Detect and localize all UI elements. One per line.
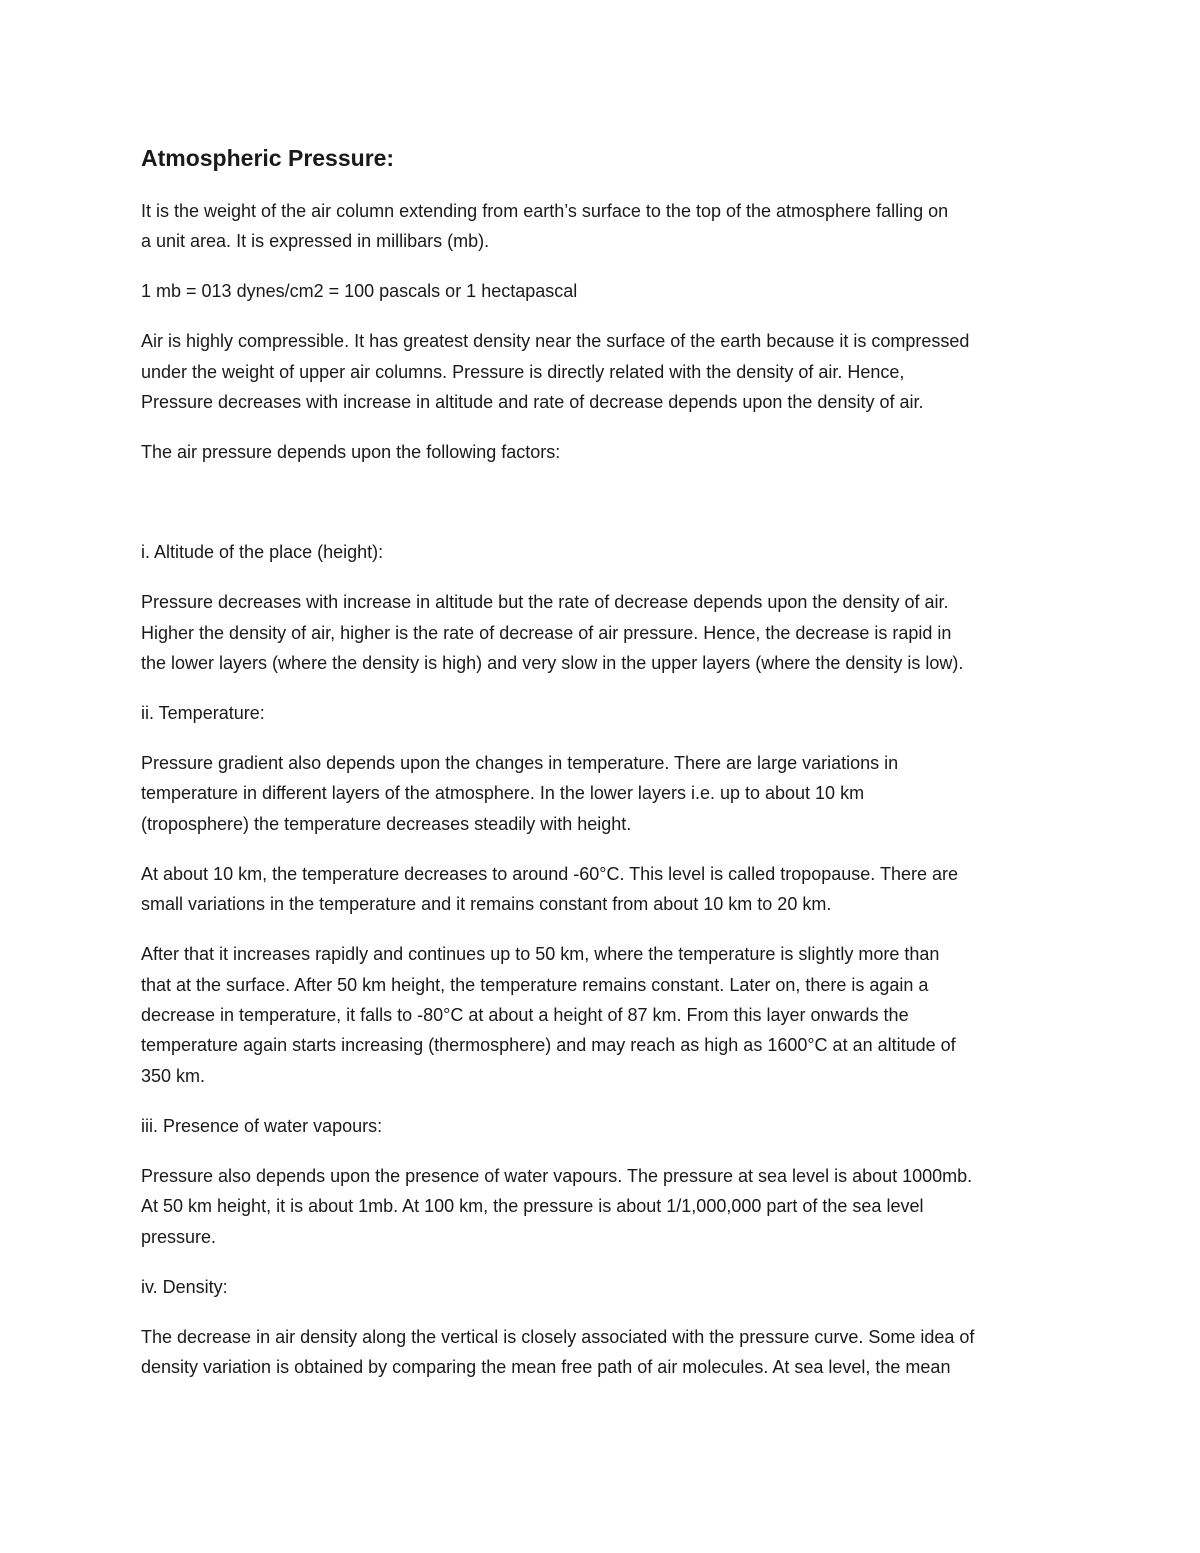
water-vapour-paragraph: Pressure also depends upon the presence of water vapours. The pressure at sea level is about 1000mb. At 50 km height, it is about 1mb. At 100 km, the pressure is about 1/1,000,000 part of the sea level pressure.: [141, 1165, 973, 1247]
compressibility-paragraph: Air is highly compressible. It has greatest density near the surface of the earth because it is compressed under the weight of upper air columns. Pressure is directly related with the density of air. Hence, Pressure decreases with increase in altitude and rate of decrease depends upon the density of air.: [141, 331, 970, 413]
altitude-heading: i. Altitude of the place (height):: [141, 542, 384, 563]
density-paragraph: The decrease in air density along the vertical is closely associated with the pressure curve. Some idea of density variation is obtained by comparing the mean free path of air molecules. At sea level, the mean: [141, 1326, 975, 1378]
density-heading: iv. Density:: [141, 1276, 228, 1297]
factors-intro-paragraph: The air pressure depends upon the following factors:: [141, 442, 561, 463]
blank-space: [141, 487, 1061, 537]
definition-paragraph: It is the weight of the air column extending from earth’s surface to the top of the atmosphere falling on a unit area. It is expressed in millibars (mb).: [141, 201, 949, 252]
temperature-paragraph-1: Pressure gradient also depends upon the changes in temperature. There are large variations in temperature in different layers of the atmosphere. In the lower layers i.e. up to about 10 km (troposphere) the temperature decreases steadily with height.: [141, 753, 899, 834]
temperature-paragraph-2: At about 10 km, the temperature decreases to around -60°C. This level is called tropopause. There are small variations in the temperature and it remains constant from about 10 km to 20 km.: [141, 863, 958, 915]
temperature-heading: ii. Temperature:: [141, 703, 265, 724]
temperature-paragraph-3: After that it increases rapidly and continues up to 50 km, where the temperature is slightly more than that at the surface. After 50 km height, the temperature remains constant. Later on, there is again a decrease in temperature, it falls to -80°C at about a height of 87 km. From this layer onwards the temperature again starts increasing (thermosphere) and may reach as high as 1600°C at an altitude of 350 km.: [141, 944, 956, 1086]
water-vapour-heading: iii. Presence of water vapours:: [141, 1115, 383, 1136]
altitude-paragraph: Pressure decreases with increase in altitude but the rate of decrease depends upon the density of air. Higher the density of air, higher is the rate of decrease of air pressure. Hence, the decrease is rapid in the lower layers (where the density is high) and very slow in the upper layers (where the density is low).: [141, 592, 964, 674]
document-page: [141, 140, 1061, 1402]
page-title: Atmospheric Pressure:: [141, 145, 395, 171]
unit-conversion-paragraph: 1 mb = 013 dynes/cm2 = 100 pascals or 1 hectapascal: [141, 281, 578, 302]
